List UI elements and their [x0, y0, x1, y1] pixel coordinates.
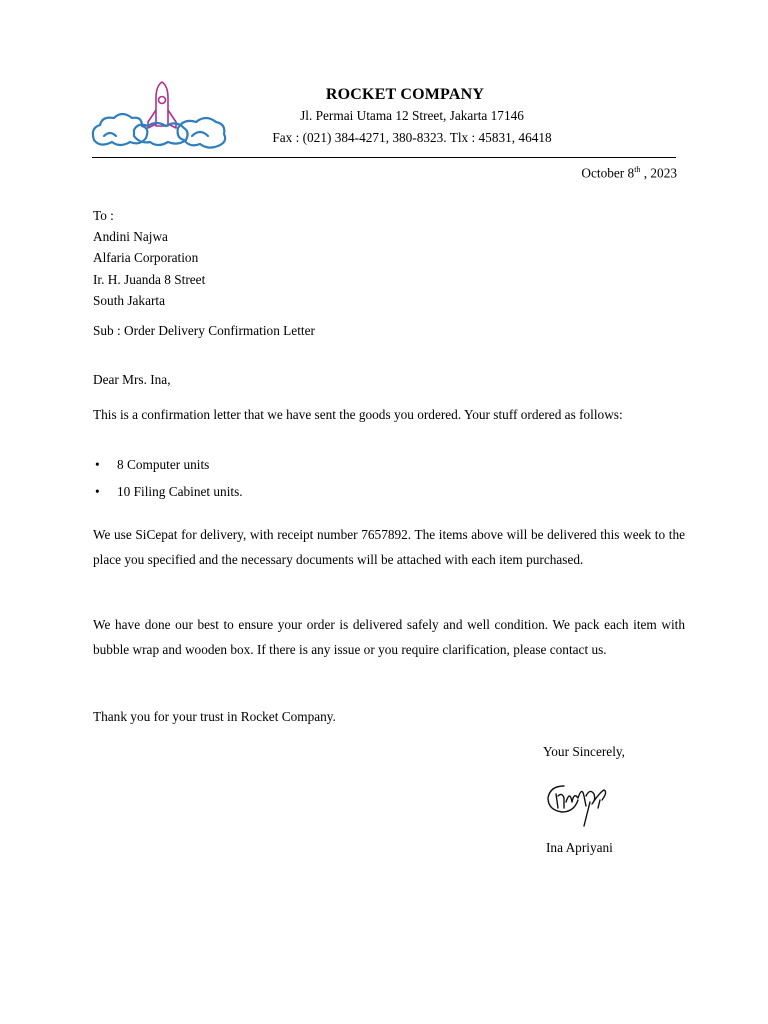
date-month-day: October 8 [581, 165, 635, 181]
company-address: Jl. Permai Utama 12 Street, Jakarta 17146 [300, 108, 524, 123]
list-item [93, 455, 493, 482]
bullet-icon: • [95, 484, 100, 499]
item-text: 8 Computer units [117, 457, 210, 472]
to-label: To : [93, 208, 114, 223]
salutation: Dear Mrs. Ina, [93, 372, 171, 387]
handwritten-signature [544, 772, 620, 830]
ordered-items-list [93, 455, 493, 509]
delivery-paragraph: We use SiCepat for delivery, with receipt number 7657892. The items above will be delivered this week to the place you specified and the necessary documents will be attached with each item purchased. [93, 527, 685, 567]
signer-name: Ina Apriyani [546, 840, 613, 855]
rocket-window [159, 97, 166, 104]
recipient-city: South Jakarta [93, 292, 166, 308]
subject-line: Sub : Order Delivery Confirmation Letter [93, 323, 315, 338]
recipient-street: Ir. H. Juanda 8 Street [93, 271, 206, 287]
letter-date [581, 165, 677, 181]
recipient-name: Andini Najwa [93, 229, 168, 245]
recipient-company: Alfaria Corporation [93, 250, 199, 266]
thanks-paragraph: Thank you for your trust in Rocket Company. [93, 709, 336, 724]
packing-paragraph: We have done our best to ensure your order is delivered safely and well condition. We pack each item with bubble wrap and wooden box. If there is any issue or you require clarification, please contact us. [93, 617, 685, 657]
recipient-block [93, 205, 205, 311]
intro-paragraph: This is a confirmation letter that we have sent the goods you ordered. Your stuff ordered as follows: [93, 407, 623, 422]
letterhead-divider [92, 157, 676, 158]
company-logo [90, 80, 230, 158]
bullet-icon: • [95, 457, 100, 472]
date-year: , 2023 [640, 165, 677, 181]
date-ordinal: th [634, 165, 641, 174]
closing-line: Your Sincerely, [543, 744, 625, 759]
company-fax-telex: Fax : (021) 384-4271, 380-8323. Tlx : 45831, 46418 [272, 130, 552, 145]
cloud-swirl-2 [192, 132, 208, 136]
list-item [93, 482, 493, 509]
item-text: 10 Filing Cabinet units. [117, 484, 243, 499]
cloud-swirl-1 [104, 133, 116, 136]
company-name: ROCKET COMPANY [325, 86, 485, 103]
